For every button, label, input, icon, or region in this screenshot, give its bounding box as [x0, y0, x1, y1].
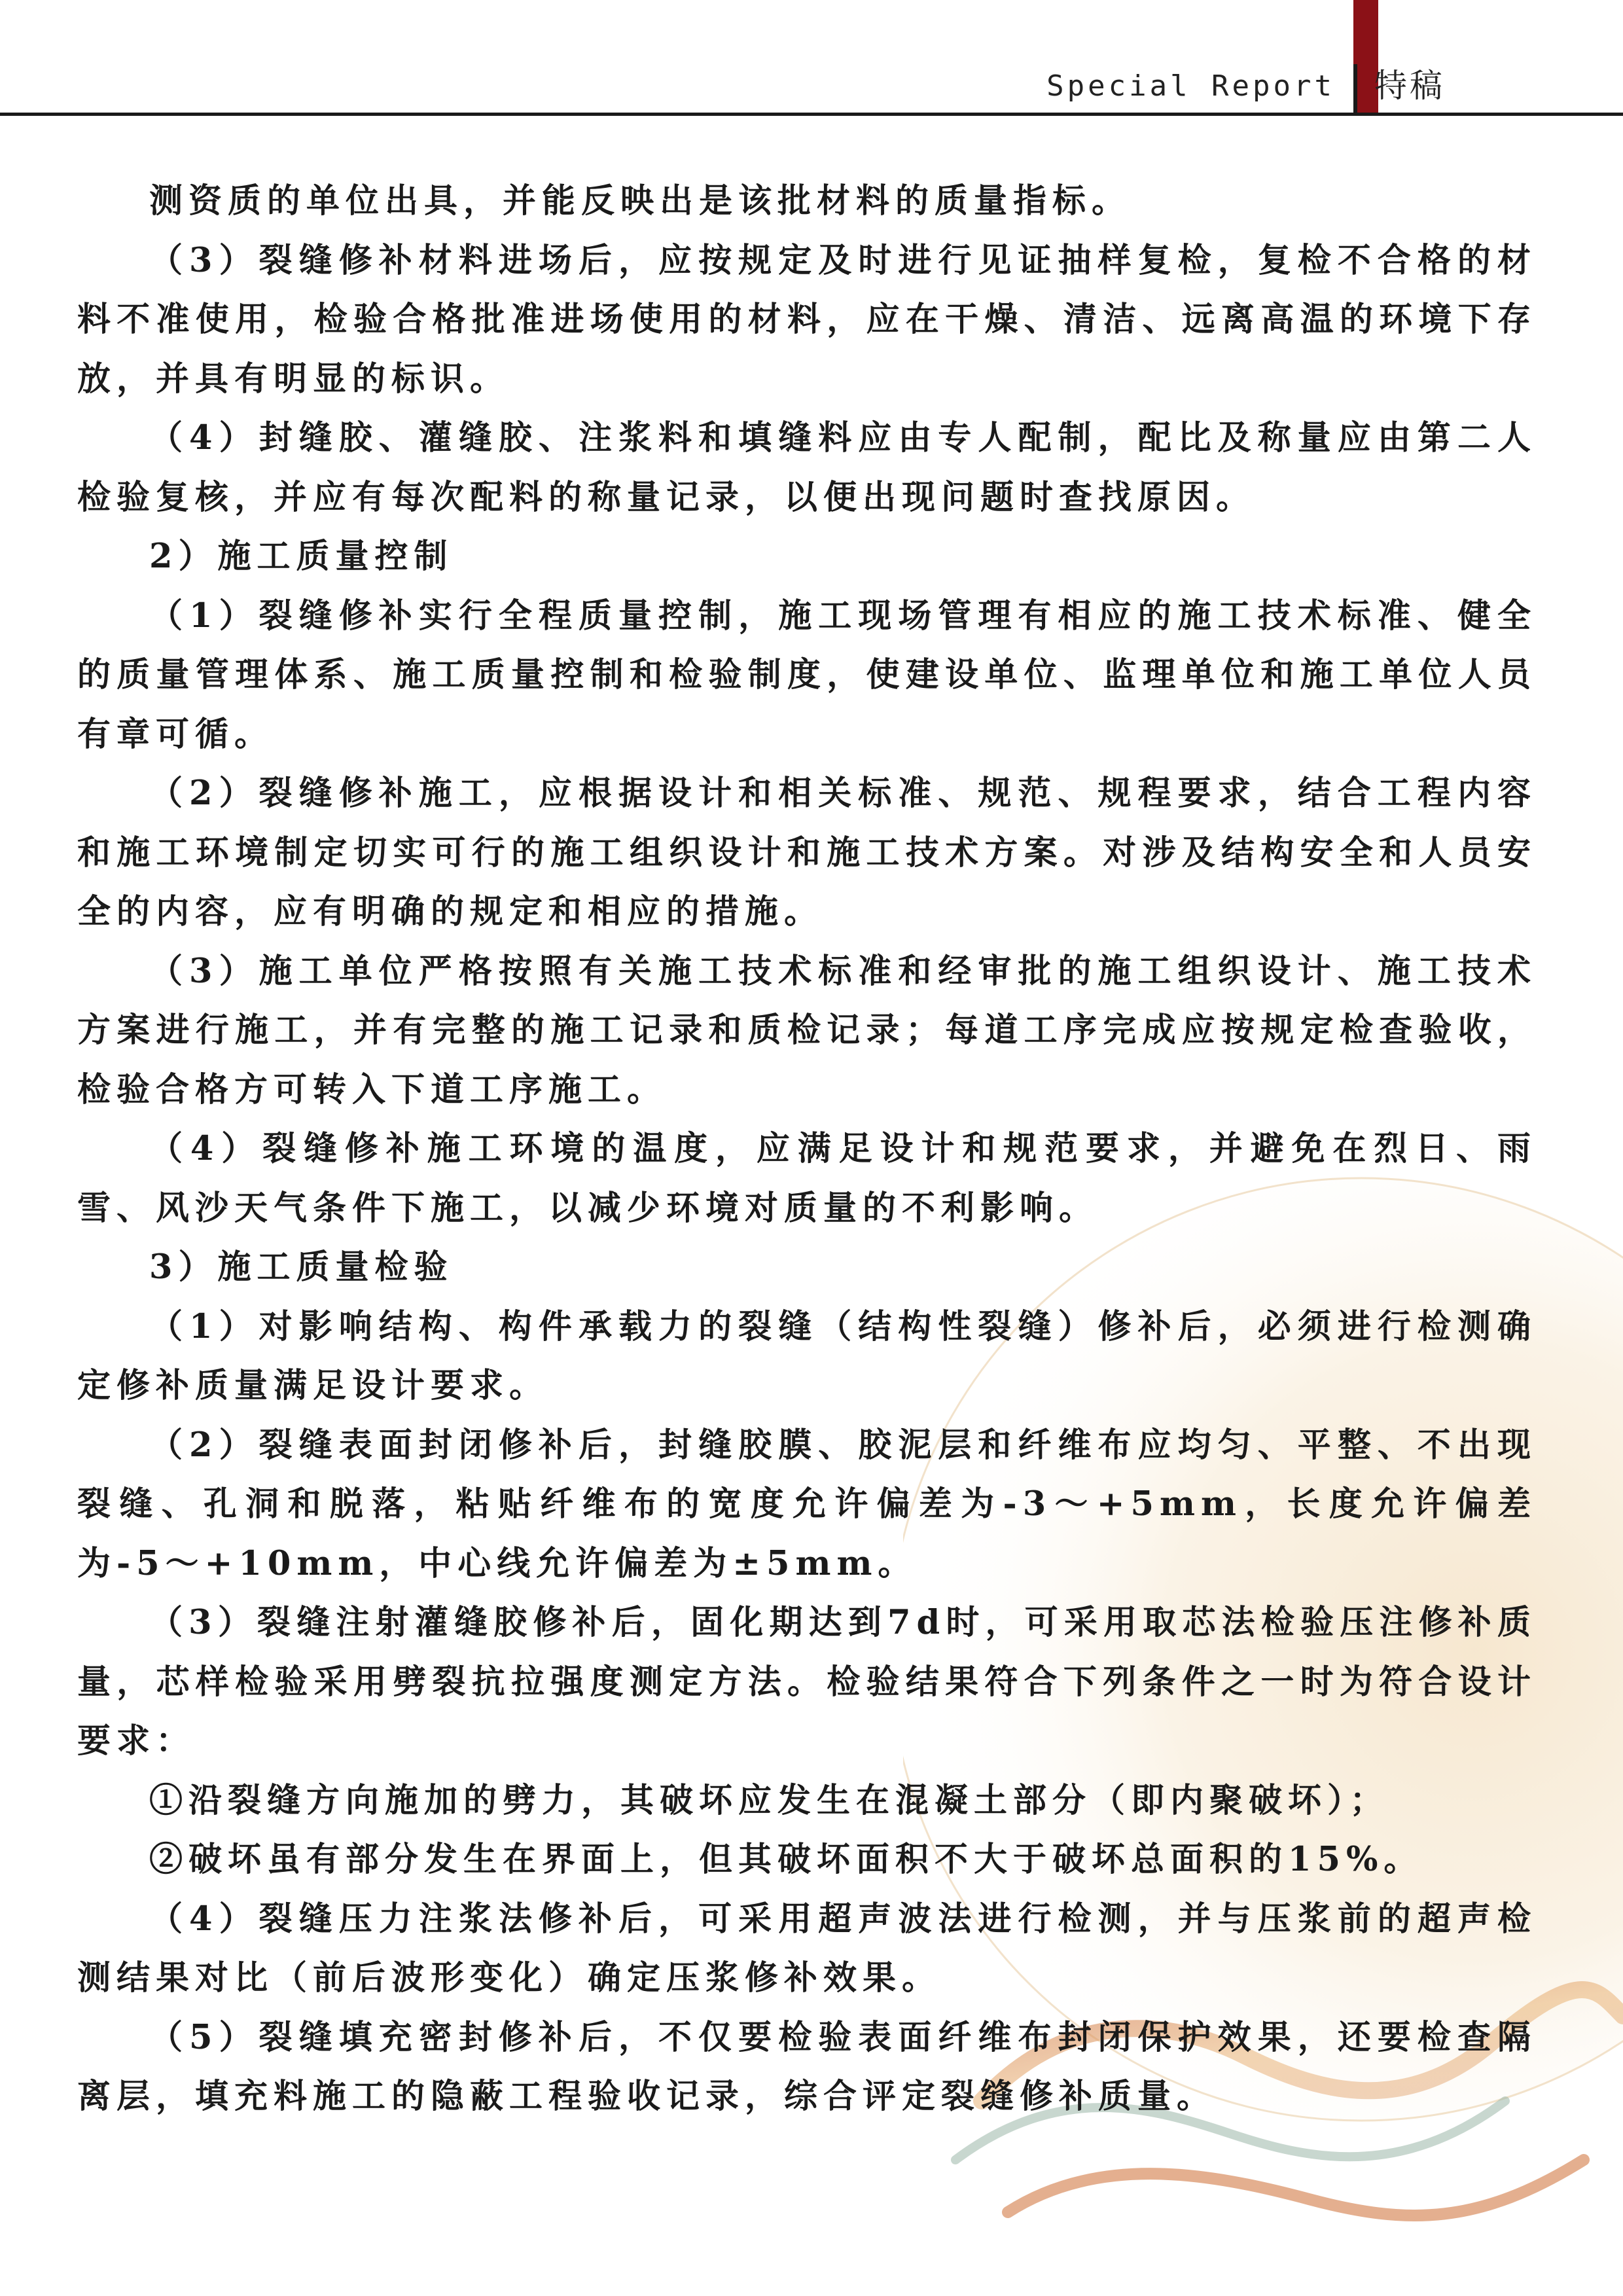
article-body [77, 171, 1537, 2126]
subsection-heading: 3）施工质量检验 [149, 1247, 454, 1287]
subsection-heading: 2）施工质量控制 [149, 537, 454, 576]
paragraph: （2）裂缝修补施工，应根据设计和相关标准、规范、规程要求，结合工程内容和施工环境制定切实可行的施工组织设计和施工技术方案。对涉及结构安全和人员安全的内容，应有明确的规定和相应的措施。 [77, 774, 1537, 931]
paragraph: （4）封缝胶、灌缝胶、注浆料和填缝料应由专人配制，配比及称量应由第二人检验复核，并应有每次配料的称量记录，以便出现问题时查找原因。 [77, 418, 1537, 517]
paragraph: （1）裂缝修补实行全程质量控制，施工现场管理有相应的施工技术标准、健全的质量管理体系、施工质量控制和检验制度，使建设单位、监理单位和施工单位人员有章可循。 [77, 596, 1537, 754]
header-divider [1353, 64, 1357, 113]
paragraph: （3）裂缝修补材料进场后，应按规定及时进行见证抽样复检，复检不合格的材料不准使用，检验合格批准进场使用的材料，应在干燥、清洁、远离高温的环境下存放，并具有明显的标识。 [77, 240, 1537, 399]
section-title-en: Special Report [1046, 69, 1335, 103]
paragraph: （3）裂缝注射灌缝胶修补后，固化期达到7d时，可采用取芯法检验压注修补质量，芯样检验采用劈裂抗拉强度测定方法。检验结果符合下列条件之一时为符合设计要求： [77, 1603, 1537, 1761]
list-item: ①沿裂缝方向施加的劈力，其破坏应发生在混凝土部分（即内聚破坏）； [149, 1780, 1389, 1820]
section-title-cn: 特稿 [1374, 67, 1445, 105]
paragraph: （1）对影响结构、构件承载力的裂缝（结构性裂缝）修补后，必须进行检测确定修补质量满足设计要求。 [77, 1306, 1537, 1405]
list-item: ②破坏虽有部分发生在界面上，但其破坏面积不大于破坏总面积的15%。 [149, 1840, 1423, 1879]
paragraph: （2）裂缝表面封闭修补后，封缝胶膜、胶泥层和纤维布应均匀、平整、不出现裂缝、孔洞和脱落，粘贴纤维布的宽度允许偏差为-3～+5mm，长度允许偏差为-5～+10mm，中心线允许偏差为±5mm。 [77, 1425, 1537, 1583]
paragraph: （4）裂缝修补施工环境的温度，应满足设计和规范要求，并避免在烈日、雨雪、风沙天气条件下施工，以减少环境对质量的不利影响。 [77, 1129, 1537, 1228]
paragraph: 测资质的单位出具，并能反映出是该批材料的质量指标。 [149, 181, 1132, 221]
paragraph: （3）施工单位严格按照有关施工技术标准和经审批的施工组织设计、施工技术方案进行施工，并有完整的施工记录和质检记录；每道工序完成应按规定检查验收，检验合格方可转入下道工序施工。 [77, 951, 1537, 1109]
paragraph: （4）裂缝压力注浆法修补后，可采用超声波法进行检测，并与压浆前的超声检测结果对比（前后波形变化）确定压浆修补效果。 [77, 1899, 1537, 1998]
paragraph: （5）裂缝填充密封修补后，不仅要检验表面纤维布封闭保护效果，还要检查隔离层，填充料施工的隐蔽工程验收记录，综合评定裂缝修补质量。 [77, 2017, 1537, 2116]
header-rule [0, 113, 1623, 116]
